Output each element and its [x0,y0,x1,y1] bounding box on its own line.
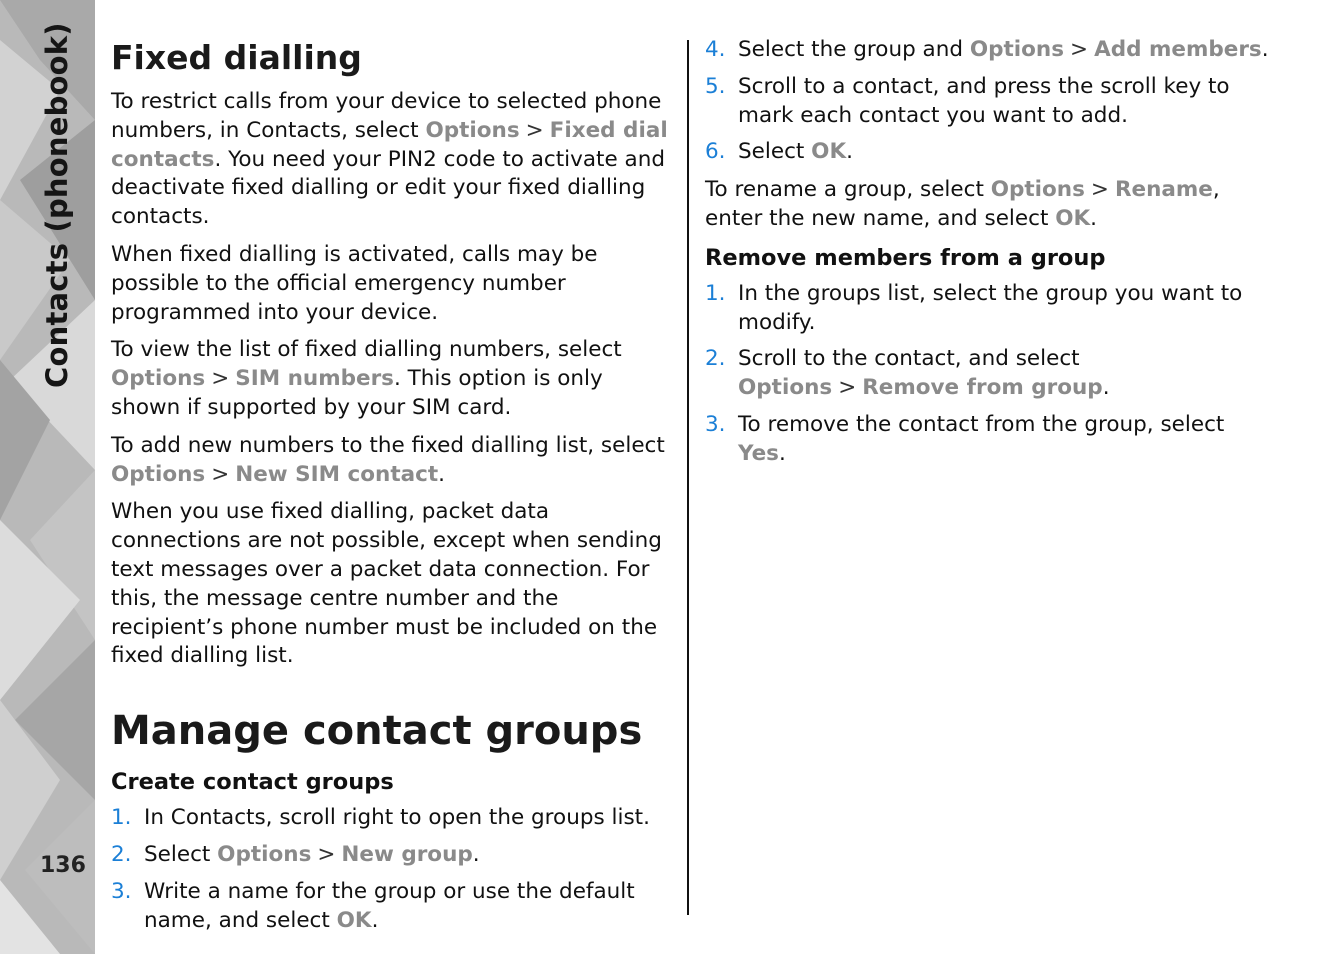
step-number: 1. [705,280,726,306]
ui-options: Options [111,366,206,392]
list-item [705,280,1275,338]
ui-fixed-dial-contacts: Fixed dial contacts [111,117,668,172]
list-item [705,345,1275,403]
step-number: 3. [705,411,726,437]
heading-fixed-dialling: Fixed dialling [111,38,362,77]
step-text: In Contacts, scroll right to open the groups list. [144,805,650,831]
step-text: . [472,841,480,867]
heading-manage-groups: Manage contact groups [111,708,643,755]
ui-rename: Rename [1114,177,1213,203]
step-text: Select [738,139,812,165]
step-number: 2. [705,346,726,372]
right-column [705,36,1275,478]
ui-ok: OK [1055,205,1091,231]
step-number: 2. [111,841,132,867]
ui-yes: Yes [738,440,779,466]
ui-ok: OK [336,907,372,933]
step-number: 1. [111,805,132,831]
text: . [438,461,445,487]
separator: > [1090,177,1109,203]
list-item [705,411,1275,469]
step-number: 5. [705,73,726,99]
text: . [1090,205,1097,231]
step-text: Select the group and [738,37,970,62]
list-item [111,878,677,936]
ui-options: Options [990,177,1085,203]
ui-options: Options [217,841,312,867]
step-text: . [846,139,853,165]
create-steps-list [111,804,677,935]
create-steps-list-continued [705,36,1275,167]
step-text: Scroll to a contact, and press the scroll key to mark each contact you want to add. [738,73,1230,128]
list-item [111,804,677,833]
ui-options: Options [738,375,833,401]
text: . This option is only shown if supported by your SIM card. [111,366,603,420]
ui-options: Options [425,117,520,143]
ui-new-group: New group [341,841,473,867]
paragraph-restrict-calls [111,88,677,232]
ui-options: Options [969,37,1065,62]
step-text: To remove the contact from the group, select [738,411,1225,437]
paragraph-packet-data: When you use fixed dialling, packet data connections are not possible, except when sending text messages over a packet data connection. For this, the message centre number and the recipient’s phone number must be included on the fixed dialling list. [111,499,662,669]
step-text: . [778,440,786,466]
ui-remove-from-group: Remove from group [862,375,1103,401]
step-text: . [1261,37,1269,62]
heading-remove-members: Remove members from a group [705,244,1106,271]
remove-steps-list [705,280,1275,469]
step-text: In the groups list, select the group you want to modify. [738,280,1243,335]
step-text: Write a name for the group or use the default name, and select [144,878,635,933]
step-text: Scroll to the contact, and select [738,346,1080,372]
paragraph-view-list [111,336,677,422]
text: To view the list of fixed dialling numbers, select [111,337,622,363]
separator: > [211,366,230,392]
ui-new-sim-contact: New SIM contact [235,461,439,487]
step-number: 3. [111,878,132,904]
separator: > [211,461,230,487]
paragraph-add-numbers [111,432,677,490]
list-item [705,138,1275,167]
column-divider [687,40,689,915]
ui-add-members: Add members [1094,37,1262,62]
list-item [705,73,1275,131]
separator: > [838,375,857,401]
step-number: 6. [705,139,726,165]
step-text: Select [144,841,218,867]
separator: > [317,841,336,867]
ui-ok: OK [811,139,847,165]
text: . You need your PIN2 code to activate and deactivate fixed dialling or edit your fixed dialling contacts. [111,146,665,230]
text: To add new numbers to the fixed dialling list, select [111,432,665,458]
step-text: . [371,907,379,933]
text: To restrict calls from your device to selected phone numbers, in Contacts, select [111,89,662,143]
list-item [111,841,677,870]
text: To rename a group, select [705,177,991,203]
text: , enter the new name, and select [705,177,1220,231]
paragraph-rename-group [705,176,1275,234]
separator: > [1070,37,1089,62]
section-title: Contacts (phonebook) [40,22,74,388]
paragraph-emergency: When fixed dialling is activated, calls may be possible to the official emergency number programmed into your device. [111,241,598,325]
step-number: 4. [705,37,726,62]
step-text: . [1102,375,1110,401]
page-number: 136 [40,853,86,878]
heading-create-groups: Create contact groups [111,769,394,796]
list-item [705,36,1275,65]
ui-options: Options [111,461,206,487]
sidebar [0,0,95,954]
left-column [111,36,677,944]
separator: > [525,117,544,143]
ui-sim-numbers: SIM numbers [235,366,394,392]
